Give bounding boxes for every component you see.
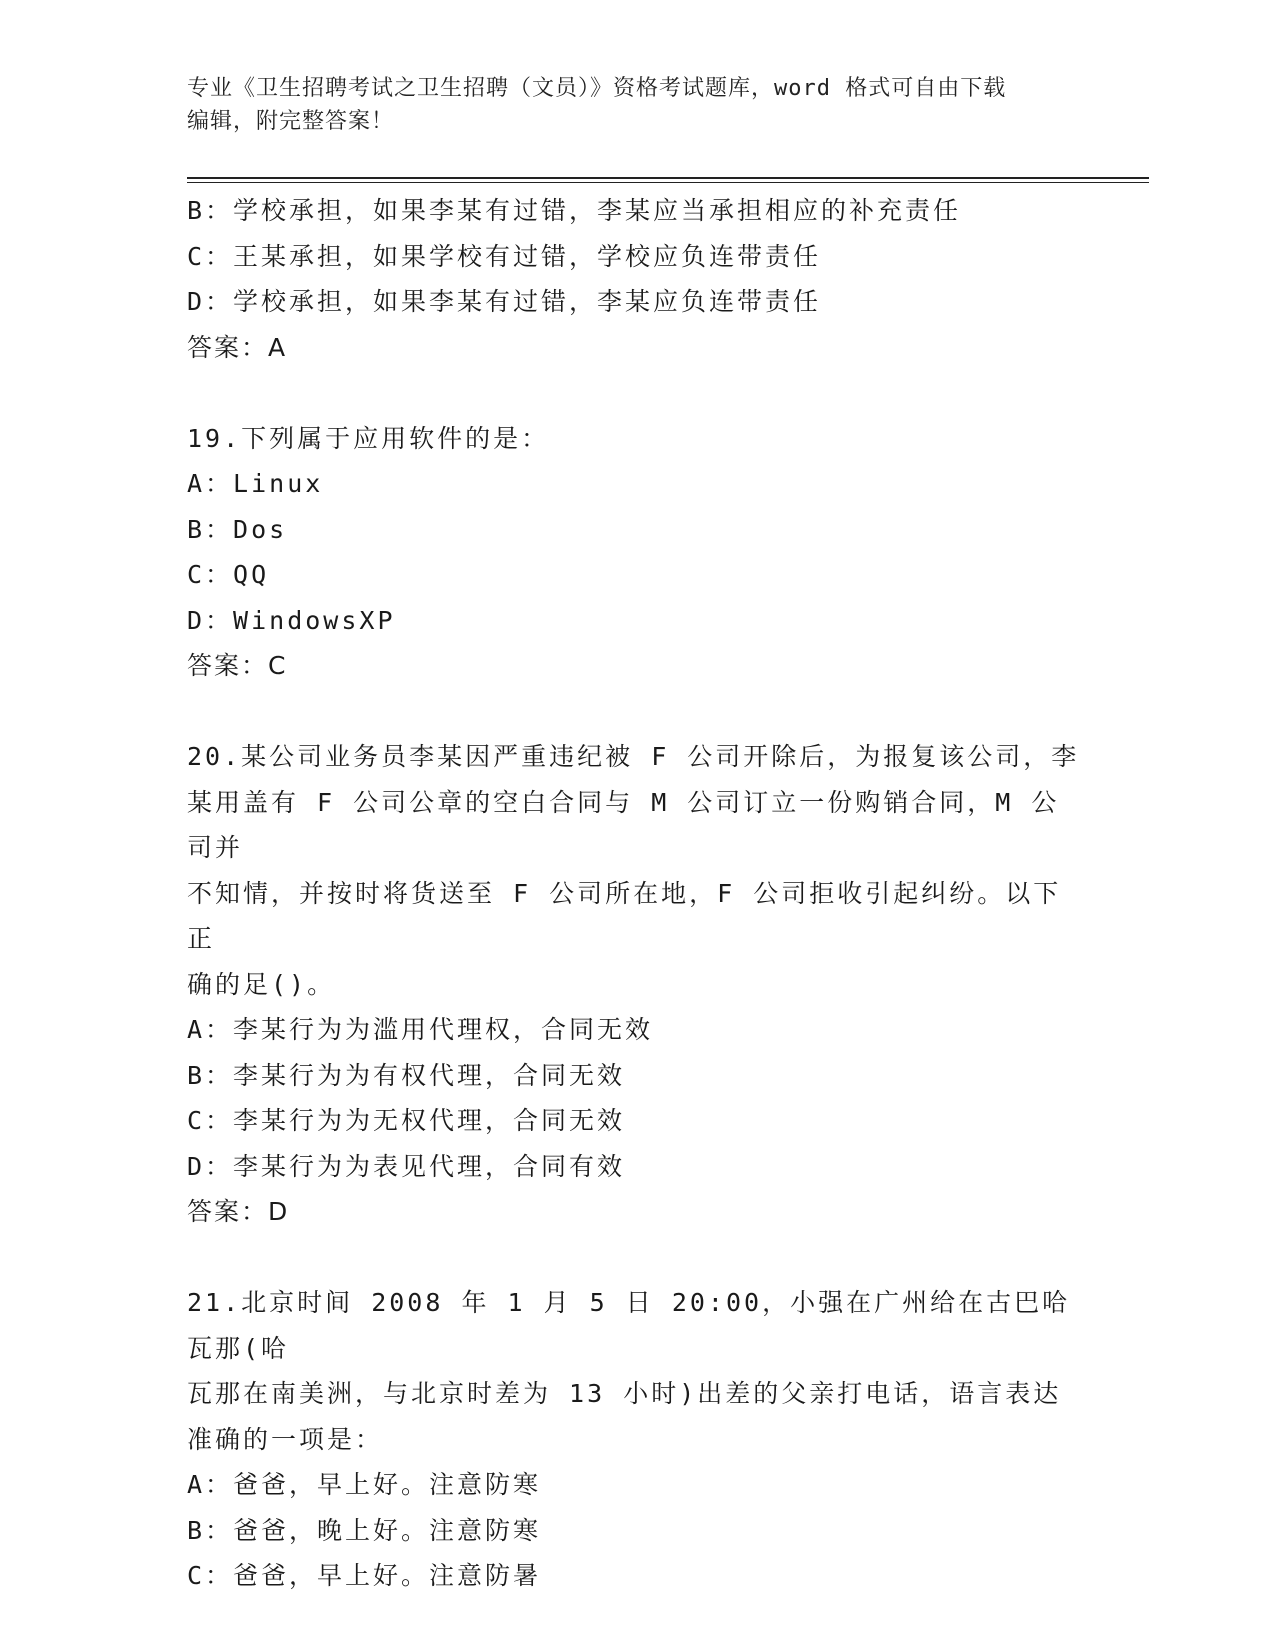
question-20 (187, 734, 1087, 1235)
question-19 (187, 416, 1087, 689)
header-line-2: 编辑，附完整答案！ (187, 109, 395, 134)
header-line-1: 专业《卫生招聘考试之卫生招聘（文员）》资格考试题库，word 格式可自由下载 (187, 76, 1007, 101)
question-stem-line: 不知情，并按时将货送至 F 公司所在地，F 公司拒收引起纠纷。以下正 (187, 878, 1062, 953)
option-b: B：学校承担，如果李某有过错，李某应当承担相应的补充责任 (187, 196, 962, 225)
header-rule-thin (187, 182, 1149, 183)
question-stem-line: 确的足()。 (187, 969, 336, 999)
option-c: C：王某承担，如果学校有过错，学校应负连带责任 (187, 241, 822, 271)
option-d: D：李某行为为表见代理，合同有效 (187, 1151, 626, 1181)
question-18 (187, 188, 1087, 370)
answer: 答案：C (187, 651, 288, 680)
option-c: C：爸爸，早上好。注意防暑 (187, 1561, 542, 1590)
option-b: B：爸爸，晚上好。注意防寒 (187, 1515, 542, 1545)
option-d: D：WindowsXP (187, 605, 396, 635)
option-b: B：李某行为为有权代理，合同无效 (187, 1060, 626, 1090)
header-rule-thick (187, 177, 1149, 179)
option-d: D：学校承担，如果李某有过错，李某应负连带责任 (187, 287, 822, 316)
spacer (187, 689, 1087, 735)
option-c: C：李某行为为无权代理，合同无效 (187, 1106, 626, 1135)
document-header (187, 72, 1087, 138)
option-c: C：QQ (187, 560, 270, 589)
question-stem-line: 21.北京时间 2008 年 1 月 5 日 20:00，小强在广州给在古巴哈瓦那(哈 (187, 1288, 1071, 1363)
answer: 答案：D (187, 1197, 290, 1226)
question-21 (187, 1280, 1087, 1599)
question-stem-line: 某用盖有 F 公司公章的空白合同与 M 公司订立一份购销合同，M 公司并 (187, 787, 1060, 862)
option-a: A：李某行为为滥用代理权，合同无效 (187, 1015, 654, 1044)
spacer (187, 1235, 1087, 1281)
question-stem-line: 瓦那在南美洲，与北京时差为 13 小时)出差的父亲打电话，语言表达 (187, 1379, 1062, 1408)
question-list (187, 188, 1087, 1599)
answer: 答案：A (187, 332, 288, 362)
question-stem-line: 20.某公司业务员李某因严重违纪被 F 公司开除后，为报复该公司，李 (187, 742, 1080, 771)
option-a: A：Linux (187, 469, 324, 498)
question-stem-line: 准确的一项是： (187, 1424, 384, 1454)
option-a: A：爸爸，早上好。注意防寒 (187, 1470, 542, 1499)
option-b: B：Dos (187, 514, 288, 544)
question-stem: 19.下列属于应用软件的是： (187, 423, 550, 453)
spacer (187, 370, 1087, 416)
